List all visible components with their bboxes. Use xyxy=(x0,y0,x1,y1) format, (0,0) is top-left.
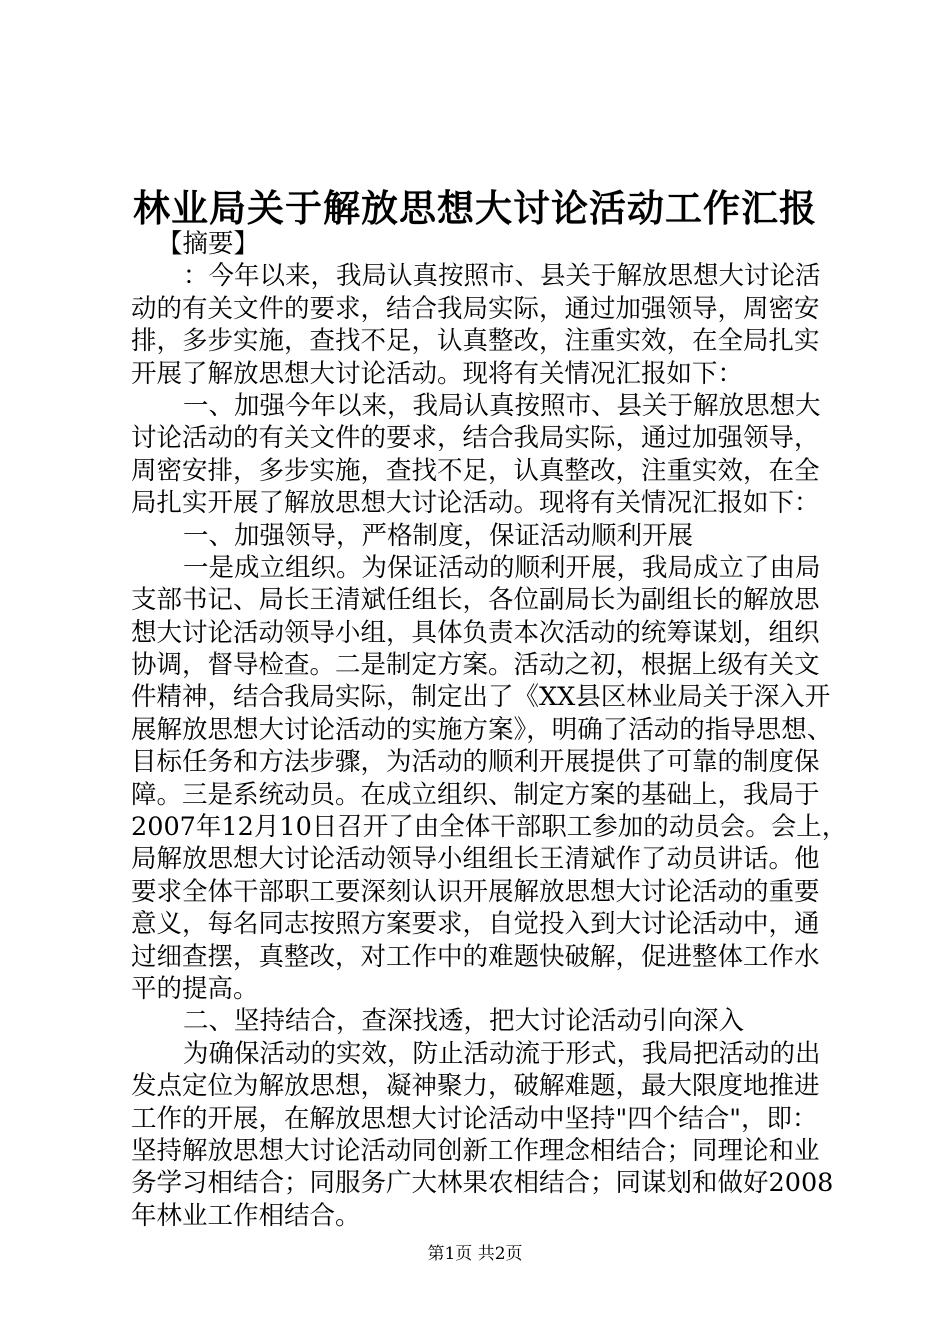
paragraph-line: 2007年12月10日召开了由全体干部职工参加的动员会。会上， xyxy=(131,812,848,843)
document-body xyxy=(131,228,848,1232)
paragraph-line: 务学习相结合；同服务广大林果农相结合；同谋划和做好2008 xyxy=(131,1168,834,1199)
paragraph-line: 平的提高。 xyxy=(131,973,259,1004)
section-heading: 二、坚持结合，查深找透，把大讨论活动引向深入 xyxy=(183,1006,745,1037)
abstract-label: 【摘要】 xyxy=(157,229,260,259)
paragraph-line: 障。三是系统动员。在成立组织、制定方案的基础上，我局于 xyxy=(131,779,820,810)
paragraph-line: 展解放思想大讨论活动的实施方案》，明确了活动的指导思想、 xyxy=(131,714,833,745)
paragraph-line: ：今年以来，我局认真按照市、县关于解放思想大讨论活 xyxy=(183,261,821,292)
paragraph-line: 意义，每名同志按照方案要求，自觉投入到大讨论活动中，通 xyxy=(131,909,820,940)
section-heading: 一、加强领导，严格制度，保证活动顺利开展 xyxy=(183,520,694,551)
paragraph-line: 动的有关文件的要求，结合我局实际，通过加强领导，周密安 xyxy=(131,293,820,324)
paragraph-line: 局扎实开展了解放思想大讨论活动。现将有关情况汇报如下： xyxy=(131,488,820,519)
paragraph-line: 想大讨论活动领导小组，具体负责本次活动的统筹谋划，组织 xyxy=(131,617,820,648)
paragraph-line: 一、加强今年以来，我局认真按照市、县关于解放思想大 xyxy=(183,390,821,421)
paragraph-line: 协调，督导检查。二是制定方案。活动之初，根据上级有关文 xyxy=(131,650,820,681)
paragraph-line: 过细查摆，真整改，对工作中的难题快破解，促进整体工作水 xyxy=(131,941,820,972)
paragraph-line: 目标任务和方法步骤，为活动的顺利开展提供了可靠的制度保 xyxy=(131,747,820,778)
paragraph-line: 排，多步实施，查找不足，认真整改，注重实效，在全局扎实 xyxy=(131,326,820,357)
paragraph-line: 为确保活动的实效，防止活动流于形式，我局把活动的出 xyxy=(183,1038,821,1069)
paragraph-line: 讨论活动的有关文件的要求，结合我局实际，通过加强领导， xyxy=(131,423,820,454)
paragraph-line: 局解放思想大讨论活动领导小组组长王清斌作了动员讲话。他 xyxy=(131,844,820,875)
paragraph-line: 年林业工作相结合。 xyxy=(131,1200,361,1231)
paragraph-line: 周密安排，多步实施，查找不足，认真整改，注重实效，在全 xyxy=(131,455,820,486)
paragraph-line: 件精神，结合我局实际，制定出了《XX县区林业局关于深入开 xyxy=(131,682,831,713)
paragraph-line: 支部书记、局长王清斌任组长，各位副局长为副组长的解放思 xyxy=(131,585,820,616)
paragraph-line: 要求全体干部职工要深刻认识开展解放思想大讨论活动的重要 xyxy=(131,876,820,907)
paragraph-line: 发点定位为解放思想，凝神聚力，破解难题，最大限度地推进 xyxy=(131,1071,820,1102)
paragraph-line: 开展了解放思想大讨论活动。现将有关情况汇报如下： xyxy=(131,358,744,389)
page-number-footer: 第1页 共2页 xyxy=(427,1244,523,1264)
paragraph-line: 一是成立组织。为保证活动的顺利开展，我局成立了由局 xyxy=(183,552,821,583)
paragraph-line: 工作的开展，在解放思想大讨论活动中坚持"四个结合"，即： xyxy=(131,1103,818,1134)
paragraph-line: 坚持解放思想大讨论活动同创新工作理念相结合；同理论和业 xyxy=(131,1135,820,1166)
document-title: 林业局关于解放思想大讨论活动工作汇报 xyxy=(133,186,817,230)
